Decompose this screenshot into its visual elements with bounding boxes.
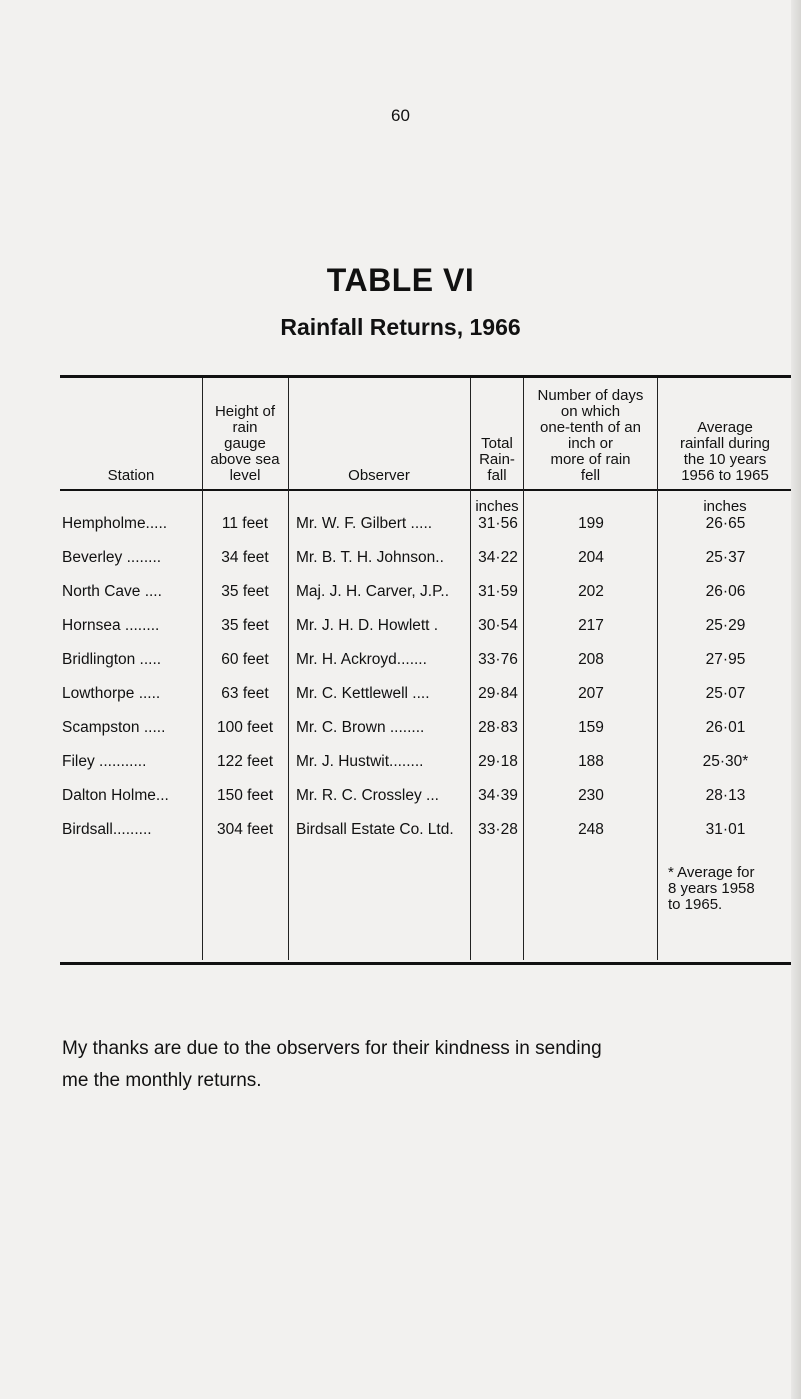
header-line: Total — [481, 435, 513, 452]
header-station — [62, 380, 200, 484]
header-line: on which — [560, 403, 621, 420]
cell-observer: Mr. W. F. Gilbert ..... — [296, 515, 433, 532]
cell-total: 31·56 — [478, 515, 518, 532]
cell-total: 29·18 — [478, 753, 518, 770]
cell-observer: Mr. H. Ackroyd....... — [296, 651, 427, 668]
header-line: level — [229, 467, 261, 484]
header-days — [525, 380, 656, 484]
footnote — [668, 865, 788, 913]
cell-average: 31·01 — [705, 821, 746, 838]
closing-paragraph — [62, 1033, 762, 1097]
header-line: one-tenth of an — [540, 419, 641, 436]
header-line: fell — [580, 467, 601, 484]
table-row — [0, 753, 801, 777]
header-line: Observer — [348, 467, 410, 484]
header-line: the 10 years — [683, 451, 767, 468]
cell-station: Filey ........... — [62, 753, 147, 770]
cell-height: 304 feet — [216, 821, 274, 838]
units-average: inches — [703, 498, 747, 515]
header-line: Number of days — [537, 387, 644, 404]
cell-total: 33·28 — [478, 821, 518, 838]
cell-total: 31·59 — [478, 583, 518, 600]
table-row — [0, 583, 801, 607]
cell-observer: Mr. C. Brown ........ — [296, 719, 425, 736]
cell-average: 26·01 — [705, 719, 746, 736]
header-line: Station — [107, 467, 155, 484]
table-title: TABLE VI — [326, 262, 475, 298]
cell-height: 63 feet — [221, 685, 269, 702]
cell-total: 34·39 — [478, 787, 518, 804]
cell-days: 202 — [578, 583, 604, 600]
header-observer — [290, 380, 468, 484]
cell-height: 150 feet — [216, 787, 274, 804]
cell-average: 25·30* — [702, 753, 749, 770]
cell-station: Bridlington ..... — [62, 651, 162, 668]
header-average — [659, 380, 791, 484]
header-line: more of rain — [550, 451, 631, 468]
cell-station: Scampston ..... — [62, 719, 166, 736]
cell-days: 199 — [578, 515, 604, 532]
cell-days: 230 — [578, 787, 604, 804]
cell-average: 25·29 — [705, 617, 746, 634]
cell-height: 100 feet — [216, 719, 274, 736]
table-top-rule — [60, 375, 791, 378]
table-row — [0, 617, 801, 641]
cell-observer: Birdsall Estate Co. Ltd. — [296, 821, 454, 838]
cell-observer: Mr. R. C. Crossley ... — [296, 787, 439, 804]
cell-station: Hornsea ........ — [62, 617, 160, 634]
table-row — [0, 821, 801, 845]
cell-height: 11 feet — [221, 515, 269, 532]
closing-line: me the monthly returns. — [62, 1070, 262, 1091]
cell-average: 28·13 — [705, 787, 746, 804]
cell-station: Lowthorpe ..... — [62, 685, 161, 702]
cell-average: 26·65 — [705, 515, 746, 532]
header-line: rainfall during — [679, 435, 771, 452]
header-line: rain — [232, 419, 258, 436]
cell-observer: Mr. J. Hustwit........ — [296, 753, 424, 770]
cell-observer: Mr. B. T. H. Johnson.. — [296, 549, 444, 566]
header-height — [204, 380, 286, 484]
cell-total: 34·22 — [478, 549, 518, 566]
header-line: gauge — [224, 435, 266, 452]
cell-station: Dalton Holme... — [62, 787, 169, 804]
footnote-line: to 1965. — [668, 896, 723, 913]
cell-observer: Mr. J. H. D. Howlett . — [296, 617, 439, 634]
cell-average: 25·07 — [705, 685, 746, 702]
cell-station: Beverley ........ — [62, 549, 162, 566]
header-line: inch or — [567, 435, 614, 452]
table-row — [0, 651, 801, 675]
table-row — [0, 515, 801, 539]
header-line: above sea — [210, 451, 280, 468]
table-row — [0, 719, 801, 743]
table-row — [0, 787, 801, 811]
header-line: Height of — [214, 403, 276, 420]
footnote-line: 8 years 1958 — [668, 880, 755, 897]
header-line: Average — [697, 419, 753, 436]
cell-observer: Mr. C. Kettlewell .... — [296, 685, 430, 702]
cell-days: 188 — [578, 753, 604, 770]
cell-station: Hempholme..... — [62, 515, 168, 532]
closing-line: My thanks are due to the observers for their kindness in sending — [62, 1038, 602, 1059]
header-total — [472, 380, 522, 484]
cell-height: 35 feet — [221, 583, 269, 600]
cell-height: 34 feet — [221, 549, 269, 566]
cell-average: 27·95 — [705, 651, 746, 668]
cell-station: Birdsall......... — [62, 821, 152, 838]
cell-days: 208 — [578, 651, 604, 668]
cell-observer: Maj. J. H. Carver, J.P.. — [296, 583, 450, 600]
cell-total: 28·83 — [478, 719, 518, 736]
cell-days: 248 — [578, 821, 604, 838]
table-subtitle: Rainfall Returns, 1966 — [280, 314, 521, 340]
cell-height: 122 feet — [216, 753, 274, 770]
page-number: 60 — [391, 106, 410, 125]
header-line: 1956 to 1965 — [681, 467, 769, 484]
cell-total: 29·84 — [478, 685, 518, 702]
footnote-line: * Average for — [668, 864, 755, 881]
cell-days: 207 — [578, 685, 604, 702]
cell-days: 217 — [578, 617, 604, 634]
table-bottom-rule — [60, 962, 791, 965]
header-line: Rain- — [479, 451, 515, 468]
units-total: inches — [475, 498, 519, 515]
table-header-rule — [60, 489, 791, 491]
table-row — [0, 549, 801, 573]
cell-height: 35 feet — [221, 617, 269, 634]
cell-days: 159 — [578, 719, 604, 736]
cell-total: 30·54 — [478, 617, 518, 634]
table-row — [0, 685, 801, 709]
cell-total: 33·76 — [478, 651, 518, 668]
cell-average: 26·06 — [705, 583, 746, 600]
cell-days: 204 — [578, 549, 604, 566]
cell-station: North Cave .... — [62, 583, 162, 600]
header-line: fall — [487, 467, 507, 484]
cell-average: 25·37 — [705, 549, 746, 566]
cell-height: 60 feet — [221, 651, 269, 668]
